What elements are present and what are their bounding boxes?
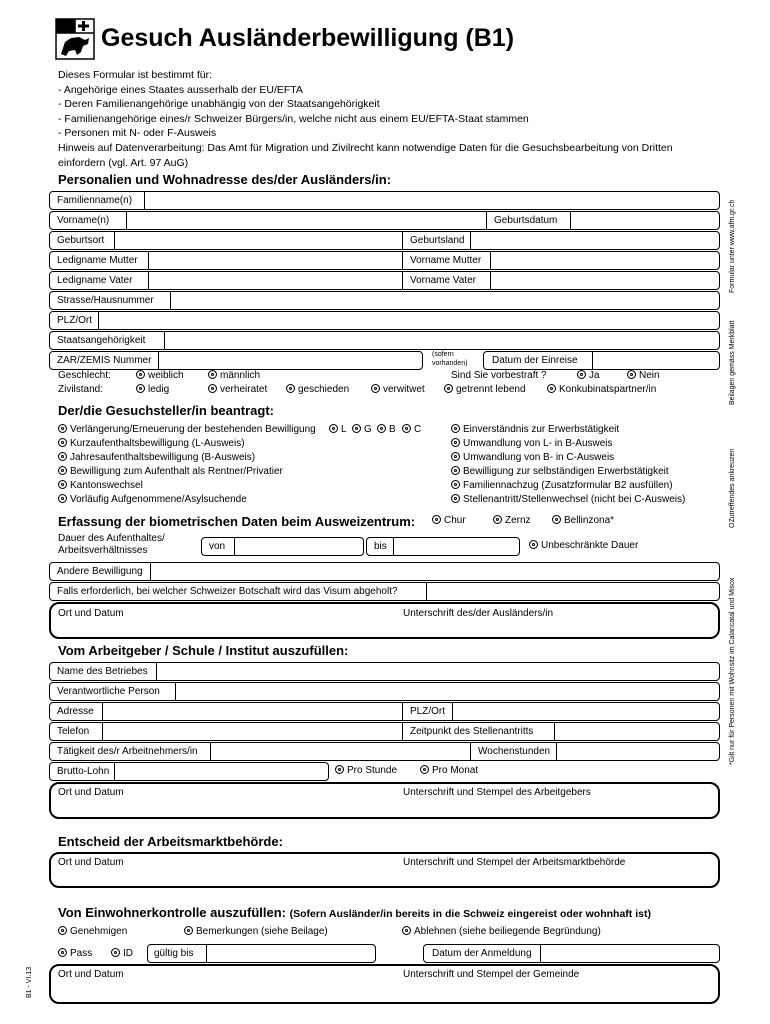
wochenstunden-label: Wochenstunden <box>478 746 551 757</box>
geschlecht-label: Geschlecht: <box>58 370 111 381</box>
request-label: Verlängerung/Erneuerung der bestehenden Bewilligung <box>70 424 316 435</box>
canton-logo-icon <box>55 18 95 60</box>
checkbox-icon <box>402 926 411 935</box>
radio-icon <box>136 384 145 393</box>
radio-icon <box>286 384 295 393</box>
request-umwandlung-lb[interactable] <box>451 438 613 450</box>
telefon-label: Telefon <box>57 726 90 737</box>
checkbox-icon <box>451 494 460 503</box>
getrennt-option[interactable] <box>444 384 526 396</box>
side-gilt: *Gilt nur für Personen mit Wohnsitz im Calancatal und Misox <box>729 577 736 765</box>
geschieden-label: geschieden <box>298 384 350 395</box>
strasse-field[interactable] <box>49 291 720 310</box>
vorbestraft-label: Sind Sie vorbestraft ? <box>451 370 547 381</box>
ablehnen-option[interactable] <box>402 926 601 938</box>
andere-label: Andere Bewilligung <box>57 566 143 577</box>
signature-box-arbeitgeber[interactable] <box>49 782 720 819</box>
ort-datum-label: Ort und Datum <box>58 608 124 619</box>
request-label: Jahresaufenthaltsbewilligung (B-Ausweis) <box>70 452 256 463</box>
geburtsort-field[interactable] <box>49 231 720 250</box>
geburtsland-label: Geburtsland <box>410 235 465 246</box>
einwohner-note: (Sofern Ausländer/in bereits in die Schweiz eingereist oder wohnhaft ist) <box>289 908 651 920</box>
radio-icon <box>432 515 441 524</box>
botschaft-label: Falls erforderlich, bei welcher Schweizer Botschaft wird das Visum abgeholt? <box>57 586 398 597</box>
section-einwohner <box>58 905 651 920</box>
pass-option[interactable] <box>58 948 92 960</box>
checkbox-icon <box>451 424 460 433</box>
pro-monat-label: Pro Monat <box>432 765 479 776</box>
unbeschraenkt-option[interactable] <box>529 540 638 552</box>
checkbox-icon <box>451 438 460 447</box>
staatsangehoerigkeit-label: Staatsangehörigkeit <box>57 335 146 346</box>
checkbox-icon <box>58 948 67 957</box>
familienname-label: Familienname(n) <box>57 195 133 206</box>
radio-icon <box>444 384 453 393</box>
plz-ort-field[interactable] <box>49 311 720 330</box>
pro-stunde-option[interactable] <box>335 765 397 777</box>
request-kurzaufenthalt[interactable] <box>58 438 245 450</box>
center-zernz-option[interactable] <box>493 515 531 527</box>
unbeschraenkt-label: Unbeschränkte Dauer <box>541 540 639 551</box>
verheiratet-label: verheiratet <box>220 384 268 395</box>
radio-icon <box>208 370 217 379</box>
checkbox-icon <box>58 494 67 503</box>
request-vorlaeufig[interactable] <box>58 494 247 506</box>
strasse-label: Strasse/Hausnummer <box>57 295 154 306</box>
taetigkeit-label: Tätigkeit des/r Arbeitnehmers/in <box>57 746 198 757</box>
radio-icon <box>420 765 429 774</box>
id-label: ID <box>123 948 133 959</box>
checkbox-icon <box>451 452 460 461</box>
radio-icon <box>627 370 636 379</box>
vorname-field[interactable] <box>49 211 720 230</box>
request-label: Umwandlung von L- in B-Ausweis <box>463 438 613 449</box>
vorname-mutter-label: Vorname Mutter <box>410 255 482 266</box>
page-title: Gesuch Ausländerbewilligung (B1) <box>101 24 515 52</box>
intro-line: - Deren Familienangehörige unabhängig von der Staatsangehörigkeit <box>58 98 380 111</box>
request-label: Vorläufig Aufgenommene/Asylsuchende <box>70 494 247 505</box>
request-familiennachzug[interactable] <box>451 480 673 492</box>
checkbox-icon <box>58 424 67 433</box>
request-kantonswechsel[interactable] <box>58 480 143 492</box>
side-version: B1 - VI.13 <box>26 966 33 998</box>
checkbox-icon <box>329 424 338 433</box>
intro-line: Dieses Formular ist bestimmt für: <box>58 69 213 81</box>
zar-label: ZAR/ZEMIS Nummer <box>57 355 152 366</box>
plz-ort-label: PLZ/Ort <box>57 315 93 326</box>
request-rentner[interactable] <box>58 466 283 478</box>
signature-box-arbeitsmarkt[interactable] <box>49 852 720 888</box>
radio-icon <box>577 370 586 379</box>
ja-option[interactable] <box>577 370 600 382</box>
intro-line: Hinweis auf Datenverarbeitung: Das Amt für Migration und Zivilrecht kann notwendige Daten für die Gesuchsbearbeitung von Dritten <box>58 141 673 154</box>
request-label: Bewilligung zur selbständigen Erwerbstätigkeit <box>463 466 669 477</box>
section-biometrie: Erfassung der biometrischen Daten beim Ausweizentrum: <box>58 514 416 529</box>
unterschrift-label: Unterschrift und Stempel der Gemeinde <box>403 969 580 980</box>
request-label: Stellenantritt/Stellenwechsel (nicht bei C-Ausweis) <box>463 494 686 505</box>
ledigname-vater-label: Ledigname Vater <box>57 275 133 286</box>
section-entscheid: Entscheid der Arbeitsmarktbehörde: <box>58 834 283 849</box>
section-arbeitgeber: Vom Arbeitgeber / Schule / Institut auszufüllen: <box>58 643 349 658</box>
von-label: von <box>209 541 226 552</box>
signature-box-auslaender[interactable] <box>49 602 720 639</box>
request-selbstaendig[interactable] <box>451 466 669 478</box>
permit-label: G <box>364 424 372 435</box>
bis-label: bis <box>374 541 387 552</box>
intro-line: einfordern (vgl. Art. 97 AuG) <box>58 156 189 169</box>
ledig-option[interactable] <box>136 384 169 396</box>
gueltig-label: gültig bis <box>154 948 194 959</box>
center-label: Bellinzona* <box>564 515 615 526</box>
zivilstand-label: Zivilstand: <box>58 384 104 395</box>
request-einverstaendnis[interactable] <box>451 424 619 436</box>
ledigname-mutter-label: Ledigname Mutter <box>57 255 138 266</box>
verwitwet-label: verwitwet <box>383 384 425 395</box>
getrennt-label: getrennt lebend <box>456 384 526 395</box>
andere-bewilligung-field[interactable] <box>49 562 720 581</box>
anmeldung-label: Datum der Anmeldung <box>432 948 532 959</box>
radio-icon <box>547 384 556 393</box>
staatsangehoerigkeit-field[interactable] <box>49 331 720 350</box>
geburtsort-label: Geburtsort <box>57 235 105 246</box>
request-jahresaufenthalt[interactable] <box>58 452 255 464</box>
ort-datum-label: Ort und Datum <box>58 857 124 868</box>
radio-icon <box>552 515 561 524</box>
nein-option[interactable] <box>627 370 660 382</box>
telefon-field[interactable] <box>49 722 720 741</box>
bemerkungen-label: Bemerkungen (siehe Beilage) <box>196 926 328 937</box>
dauer-bis-field[interactable] <box>366 537 520 556</box>
verwitwet-option[interactable] <box>371 384 425 396</box>
checkbox-icon <box>451 480 460 489</box>
checkbox-icon <box>352 424 361 433</box>
unterschrift-label: Unterschrift und Stempel des Arbeitgebers <box>403 787 591 798</box>
familienname-field[interactable] <box>49 191 720 210</box>
zar-field[interactable] <box>49 351 423 370</box>
center-chur-option[interactable] <box>432 515 466 527</box>
intro-line: - Personen mit N- oder F-Ausweis <box>58 127 217 140</box>
checkbox-icon <box>451 466 460 475</box>
section-beantragt: Der/die Gesuchsteller/in beantragt: <box>58 403 275 418</box>
verantwortliche-field[interactable] <box>49 682 720 701</box>
vorname-label: Vorname(n) <box>57 215 110 226</box>
ablehnen-label: Ablehnen (siehe beiliegende Begründung) <box>414 926 601 937</box>
request-verlaengerung[interactable] <box>58 424 316 436</box>
permit-label: B <box>389 424 396 435</box>
gueltig-field[interactable] <box>147 944 376 963</box>
pro-monat-option[interactable] <box>420 765 478 777</box>
radio-icon <box>493 515 502 524</box>
weiblich-label: weiblich <box>148 370 184 381</box>
checkbox-icon <box>58 452 67 461</box>
id-option[interactable] <box>111 948 133 960</box>
checkbox-icon <box>529 540 538 549</box>
center-bellinzona-option[interactable] <box>552 515 614 527</box>
lohn-label: Brutto-Lohn <box>57 766 110 777</box>
verheiratet-option[interactable] <box>208 384 267 396</box>
checkbox-icon <box>402 424 411 433</box>
signature-box-gemeinde[interactable] <box>49 964 720 1004</box>
intro-line: - Angehörige eines Staates ausserhalb der EU/EFTA <box>58 83 303 96</box>
permit-g-option[interactable] <box>352 424 372 436</box>
ledig-label: ledig <box>148 384 170 395</box>
genehmigen-label: Genehmigen <box>70 926 128 937</box>
geschieden-option[interactable] <box>286 384 349 396</box>
request-label: Einverständnis zur Erwerbstätigkeit <box>463 424 620 435</box>
dauer-label-line1: Dauer des Aufenthaltes/ <box>58 533 165 544</box>
lohn-field[interactable] <box>49 762 329 781</box>
checkbox-icon <box>184 926 193 935</box>
ja-label: Ja <box>589 370 600 381</box>
vorhanden-text: vorhanden) <box>432 360 468 367</box>
botschaft-field[interactable] <box>49 582 720 601</box>
maennlich-label: männlich <box>220 370 261 381</box>
request-label: Bewilligung zum Aufenthalt als Rentner/Privatier <box>70 466 283 477</box>
vorname-vater-label: Vorname Vater <box>410 275 476 286</box>
radio-icon <box>208 384 217 393</box>
center-label: Chur <box>444 515 466 526</box>
side-zutreffend: OZutreffendes ankreuzen <box>729 448 736 528</box>
permit-l-option[interactable] <box>329 424 347 436</box>
dauer-von-field[interactable] <box>201 537 364 556</box>
sofern-text: (sofern <box>432 351 454 358</box>
dauer-label-line2: Arbeitsverhältnisses <box>58 545 148 556</box>
center-label: Zernz <box>505 515 531 526</box>
konkubinat-label: Konkubinatspartner/in <box>559 384 657 395</box>
intro-text <box>58 68 673 170</box>
pass-label: Pass <box>70 948 93 959</box>
nein-label: Nein <box>639 370 660 381</box>
adresse-field[interactable] <box>49 702 720 721</box>
section-personalien: Personalien und Wohnadresse des/der Ausländers/in: <box>58 172 392 187</box>
unterschrift-label: Unterschrift des/der Ausländers/in <box>403 608 554 619</box>
checkbox-icon <box>58 438 67 447</box>
weiblich-option[interactable] <box>136 370 184 382</box>
radio-icon <box>335 765 344 774</box>
anmeldung-field[interactable] <box>423 944 720 963</box>
checkbox-icon <box>58 926 67 935</box>
genehmigen-option[interactable] <box>58 926 127 938</box>
request-label: Familiennachzug (Zusatzformular B2 ausfüllen) <box>463 480 673 491</box>
zeitpunkt-label: Zeitpunkt des Stellenantritts <box>410 726 534 737</box>
dauer-label <box>58 533 165 557</box>
request-label: Umwandlung von B- in C-Ausweis <box>463 452 615 463</box>
request-stellenantritt[interactable] <box>451 494 685 506</box>
request-umwandlung-bc[interactable] <box>451 452 614 464</box>
geburtsdatum-label: Geburtsdatum <box>494 215 558 226</box>
betrieb-label: Name des Betriebes <box>57 666 148 677</box>
permit-b-option[interactable] <box>377 424 396 436</box>
permit-label: L <box>341 424 347 435</box>
request-label: Kurzaufenthaltsbewilligung (L-Ausweis) <box>70 438 245 449</box>
checkbox-icon <box>377 424 386 433</box>
checkbox-icon <box>111 948 120 957</box>
intro-line: - Familienangehörige eines/r Schweizer Bürgers/in, welche nicht aus einem EU/EFTA-Staat stammen <box>58 112 529 125</box>
unterschrift-label: Unterschrift und Stempel der Arbeitsmarktbehörde <box>403 857 626 868</box>
checkbox-icon <box>58 480 67 489</box>
bemerkungen-option[interactable] <box>184 926 328 938</box>
checkbox-icon <box>58 466 67 475</box>
permit-label: C <box>414 424 422 435</box>
taetigkeit-field[interactable] <box>49 742 720 761</box>
ort-datum-label: Ort und Datum <box>58 787 124 798</box>
radio-icon <box>371 384 380 393</box>
pro-stunde-label: Pro Stunde <box>347 765 398 776</box>
vater-field[interactable] <box>49 271 720 290</box>
einreise-label: Datum der Einreise <box>492 355 578 366</box>
konkubinat-option[interactable] <box>547 384 656 396</box>
verantwortliche-label: Verantwortliche Person <box>57 686 160 697</box>
maennlich-option[interactable] <box>208 370 260 382</box>
ort-datum-label: Ort und Datum <box>58 969 124 980</box>
betrieb-field[interactable] <box>49 662 720 681</box>
einwohner-title: Von Einwohnerkontrolle auszufüllen: <box>58 905 286 920</box>
side-beilagen: Beilagen gemäss Merkblatt <box>729 320 736 405</box>
plz-label: PLZ/Ort <box>410 706 446 717</box>
permit-c-option[interactable] <box>402 424 421 436</box>
einreise-field[interactable] <box>483 351 720 370</box>
side-url: Formular unter www.afm.gr.ch <box>729 199 736 293</box>
mutter-field[interactable] <box>49 251 720 270</box>
sofern-note <box>432 350 467 368</box>
request-label: Kantonswechsel <box>70 480 143 491</box>
adresse-label: Adresse <box>57 706 94 717</box>
radio-icon <box>136 370 145 379</box>
